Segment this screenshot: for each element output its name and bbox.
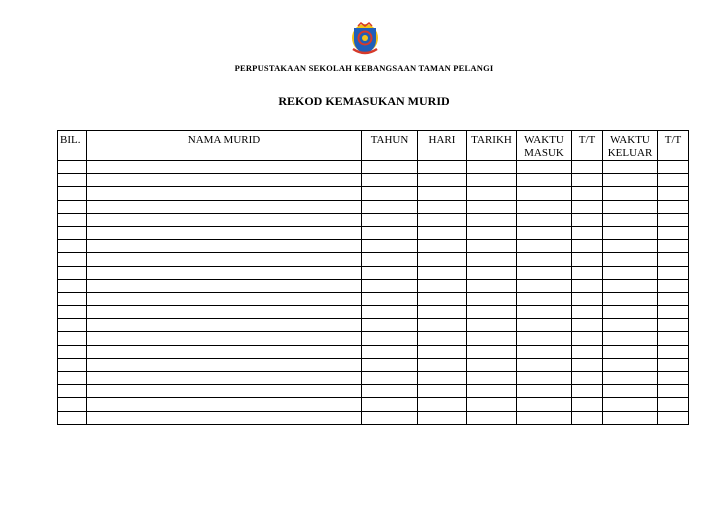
- table-row: [58, 266, 689, 279]
- table-cell: [603, 332, 658, 345]
- table-cell: [362, 385, 418, 398]
- table-cell: [87, 213, 362, 226]
- table-cell: [658, 226, 689, 239]
- table-cell: [87, 385, 362, 398]
- table-cell: [572, 411, 603, 424]
- table-row: [58, 372, 689, 385]
- school-name: PERPUSTAKAAN SEKOLAH KEBANGSAAN TAMAN PELANGI: [234, 63, 494, 73]
- table-cell: [467, 226, 517, 239]
- table-cell: [467, 213, 517, 226]
- table-cell: [517, 200, 572, 213]
- table-cell: [58, 345, 87, 358]
- table-cell: [517, 411, 572, 424]
- table-row: [58, 411, 689, 424]
- school-crest-icon: [350, 22, 380, 56]
- table-cell: [517, 292, 572, 305]
- table-cell: [467, 358, 517, 371]
- table-cell: [58, 240, 87, 253]
- table-cell: [603, 161, 658, 174]
- table-cell: [362, 240, 418, 253]
- table-cell: [572, 332, 603, 345]
- table-cell: [87, 200, 362, 213]
- table-cell: [467, 372, 517, 385]
- table-cell: [658, 319, 689, 332]
- table-cell: [572, 161, 603, 174]
- table-cell: [58, 187, 87, 200]
- table-cell: [603, 319, 658, 332]
- table-cell: [658, 161, 689, 174]
- table-cell: [603, 200, 658, 213]
- table-cell: [362, 319, 418, 332]
- table-cell: [362, 411, 418, 424]
- table-cell: [658, 306, 689, 319]
- table-cell: [517, 332, 572, 345]
- table-cell: [603, 398, 658, 411]
- table-cell: [58, 279, 87, 292]
- table-cell: [58, 200, 87, 213]
- table-cell: [418, 213, 467, 226]
- table-cell: [658, 174, 689, 187]
- table-cell: [603, 226, 658, 239]
- table-cell: [603, 292, 658, 305]
- table-cell: [418, 174, 467, 187]
- table-cell: [58, 332, 87, 345]
- table-cell: [658, 292, 689, 305]
- table-cell: [603, 266, 658, 279]
- table-cell: [658, 385, 689, 398]
- table-cell: [572, 345, 603, 358]
- table-cell: [467, 398, 517, 411]
- table-cell: [418, 332, 467, 345]
- table-cell: [362, 292, 418, 305]
- column-header-waktu-masuk: WAKTU MASUK: [517, 131, 572, 161]
- table-cell: [572, 174, 603, 187]
- table-cell: [87, 253, 362, 266]
- table-cell: [572, 306, 603, 319]
- column-header-bil: BIL.: [58, 131, 87, 161]
- table-row: [58, 385, 689, 398]
- table-header-row: [58, 131, 689, 161]
- table-cell: [467, 253, 517, 266]
- table-cell: [418, 240, 467, 253]
- table-cell: [467, 200, 517, 213]
- table-cell: [603, 358, 658, 371]
- table-cell: [517, 358, 572, 371]
- table-cell: [603, 279, 658, 292]
- table-row: [58, 161, 689, 174]
- table-cell: [87, 292, 362, 305]
- table-cell: [572, 292, 603, 305]
- table-cell: [58, 292, 87, 305]
- table-cell: [87, 161, 362, 174]
- table-cell: [87, 187, 362, 200]
- table-row: [58, 226, 689, 239]
- table-cell: [362, 279, 418, 292]
- table-cell: [58, 213, 87, 226]
- table-cell: [603, 240, 658, 253]
- table-cell: [418, 292, 467, 305]
- table-cell: [467, 174, 517, 187]
- table-cell: [362, 398, 418, 411]
- table-cell: [572, 240, 603, 253]
- table-cell: [467, 345, 517, 358]
- table-cell: [517, 187, 572, 200]
- table-cell: [362, 372, 418, 385]
- table-cell: [658, 358, 689, 371]
- table-cell: [362, 345, 418, 358]
- table-cell: [517, 240, 572, 253]
- table-cell: [467, 411, 517, 424]
- table-cell: [418, 306, 467, 319]
- table-cell: [517, 385, 572, 398]
- table-cell: [658, 240, 689, 253]
- table-cell: [658, 187, 689, 200]
- table-cell: [572, 253, 603, 266]
- table-cell: [603, 253, 658, 266]
- table-row: [58, 187, 689, 200]
- table-body: [58, 161, 689, 425]
- table-cell: [87, 226, 362, 239]
- table-cell: [572, 398, 603, 411]
- table-cell: [87, 279, 362, 292]
- table-cell: [603, 187, 658, 200]
- table-cell: [467, 385, 517, 398]
- table-cell: [572, 319, 603, 332]
- table-row: [58, 398, 689, 411]
- table-cell: [362, 226, 418, 239]
- table-cell: [467, 292, 517, 305]
- table-cell: [572, 200, 603, 213]
- table-cell: [467, 306, 517, 319]
- table-cell: [517, 306, 572, 319]
- table-cell: [58, 411, 87, 424]
- table-cell: [362, 174, 418, 187]
- page-title: REKOD KEMASUKAN MURID: [278, 94, 450, 108]
- table-cell: [362, 266, 418, 279]
- column-header-nama-murid: NAMA MURID: [87, 131, 362, 161]
- table-cell: [87, 398, 362, 411]
- table-row: [58, 306, 689, 319]
- table-cell: [58, 398, 87, 411]
- table-cell: [517, 266, 572, 279]
- table-cell: [467, 279, 517, 292]
- table-cell: [517, 161, 572, 174]
- table-cell: [517, 174, 572, 187]
- table-row: [58, 358, 689, 371]
- table-cell: [418, 398, 467, 411]
- table-cell: [572, 279, 603, 292]
- table-cell: [418, 358, 467, 371]
- table-cell: [87, 174, 362, 187]
- table-row: [58, 253, 689, 266]
- table-cell: [467, 187, 517, 200]
- table-cell: [58, 319, 87, 332]
- table-cell: [362, 253, 418, 266]
- table-cell: [572, 372, 603, 385]
- school-logo: [350, 22, 380, 56]
- table-cell: [603, 174, 658, 187]
- table-cell: [658, 213, 689, 226]
- table-cell: [418, 161, 467, 174]
- table-cell: [362, 332, 418, 345]
- table-cell: [418, 253, 467, 266]
- table-cell: [58, 385, 87, 398]
- table-cell: [87, 240, 362, 253]
- table-cell: [572, 226, 603, 239]
- table-cell: [517, 345, 572, 358]
- table-cell: [467, 240, 517, 253]
- table-cell: [87, 345, 362, 358]
- table-cell: [658, 345, 689, 358]
- column-header-tahun: TAHUN: [362, 131, 418, 161]
- column-header-waktu-keluar: WAKTU KELUAR: [603, 131, 658, 161]
- table-cell: [418, 372, 467, 385]
- table-cell: [603, 213, 658, 226]
- table-cell: [658, 411, 689, 424]
- table-cell: [517, 253, 572, 266]
- table-cell: [658, 253, 689, 266]
- table-row: [58, 279, 689, 292]
- table-cell: [362, 187, 418, 200]
- table-cell: [58, 266, 87, 279]
- column-header-tt-keluar: T/T: [658, 131, 689, 161]
- table-cell: [362, 200, 418, 213]
- table-cell: [572, 266, 603, 279]
- table-row: [58, 319, 689, 332]
- table-cell: [572, 187, 603, 200]
- table-cell: [87, 319, 362, 332]
- table-cell: [58, 358, 87, 371]
- table-cell: [658, 266, 689, 279]
- table-cell: [517, 398, 572, 411]
- table-row: [58, 174, 689, 187]
- table-cell: [603, 385, 658, 398]
- table-cell: [603, 411, 658, 424]
- table-cell: [418, 187, 467, 200]
- table-cell: [467, 332, 517, 345]
- table-row: [58, 213, 689, 226]
- table-cell: [87, 411, 362, 424]
- table-cell: [58, 372, 87, 385]
- table-cell: [418, 279, 467, 292]
- table-cell: [658, 279, 689, 292]
- table-cell: [517, 279, 572, 292]
- table-row: [58, 332, 689, 345]
- table-cell: [418, 226, 467, 239]
- table-cell: [58, 161, 87, 174]
- table-cell: [658, 398, 689, 411]
- table-row: [58, 240, 689, 253]
- table-cell: [603, 345, 658, 358]
- table-cell: [87, 266, 362, 279]
- table-cell: [58, 253, 87, 266]
- table-cell: [658, 372, 689, 385]
- table-cell: [58, 174, 87, 187]
- table-cell: [58, 306, 87, 319]
- table-row: [58, 345, 689, 358]
- table-cell: [572, 358, 603, 371]
- table-cell: [418, 411, 467, 424]
- table-cell: [517, 319, 572, 332]
- table-cell: [467, 266, 517, 279]
- table-cell: [658, 200, 689, 213]
- table-cell: [467, 319, 517, 332]
- student-entry-table: [57, 130, 689, 425]
- table-cell: [418, 319, 467, 332]
- column-header-tt-masuk: T/T: [572, 131, 603, 161]
- table-cell: [362, 306, 418, 319]
- table-cell: [87, 332, 362, 345]
- table-cell: [362, 213, 418, 226]
- table-cell: [517, 213, 572, 226]
- table-cell: [87, 358, 362, 371]
- table-cell: [58, 226, 87, 239]
- table-cell: [572, 213, 603, 226]
- table-row: [58, 292, 689, 305]
- table-cell: [418, 385, 467, 398]
- table-cell: [572, 385, 603, 398]
- table-row: [58, 200, 689, 213]
- column-header-tarikh: TARIKH: [467, 131, 517, 161]
- table-cell: [603, 372, 658, 385]
- table-cell: [87, 306, 362, 319]
- table-cell: [467, 161, 517, 174]
- table-cell: [517, 226, 572, 239]
- table-cell: [658, 332, 689, 345]
- table-cell: [517, 372, 572, 385]
- table-cell: [418, 200, 467, 213]
- table-cell: [603, 306, 658, 319]
- table-cell: [362, 161, 418, 174]
- table-cell: [362, 358, 418, 371]
- table-cell: [418, 345, 467, 358]
- table-cell: [418, 266, 467, 279]
- column-header-hari: HARI: [418, 131, 467, 161]
- table-cell: [87, 372, 362, 385]
